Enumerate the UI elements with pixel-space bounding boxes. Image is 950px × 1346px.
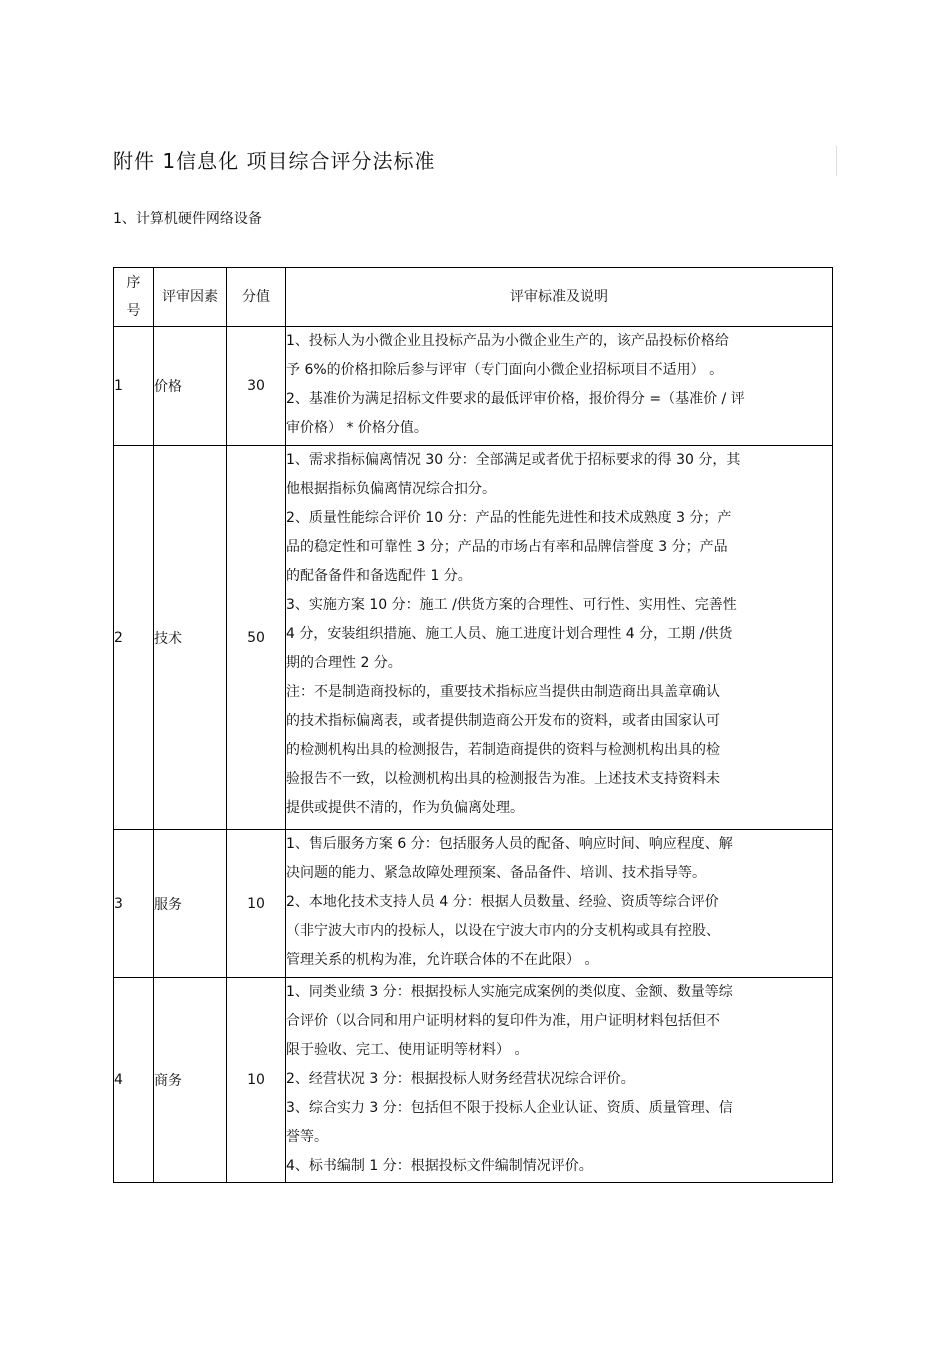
row-criteria: [286, 327, 833, 446]
criteria-line: 决问题的能力、紧急故障处理预案、备品备件、培训、技术指导等。: [286, 865, 706, 881]
criteria-line: 期的合理性 2 分。: [286, 655, 402, 671]
criteria-line: 审价格） * 价格分值。: [286, 420, 428, 436]
criteria-line: 2、本地化技术支持人员 4 分：根据人员数量、经验、资质等综合评价: [286, 894, 719, 910]
row-seq: 2: [114, 446, 154, 830]
criteria-line: 4、标书编制 1 分：根据投标文件编制情况评价。: [286, 1158, 593, 1174]
row-criteria: [286, 446, 833, 830]
criteria-line: 提供或提供不清的，作为负偏离处理。: [286, 800, 524, 816]
criteria-line: 1、售后服务方案 6 分：包括服务人员的配备、响应时间、响应程度、解: [286, 836, 733, 852]
criteria-line: 的技术指标偏离表，或者提供制造商公开发布的资料，或者由国家认可: [286, 713, 720, 729]
scoring-table: [113, 267, 833, 1183]
margin-line: [836, 146, 837, 176]
row-score: 10: [227, 830, 286, 978]
criteria-line: 注：不是制造商投标的，重要技术指标应当提供由制造商出具盖章确认: [286, 684, 720, 700]
criteria-line: 1、投标人为小微企业且投标产品为小微企业生产的，该产品投标价格给: [286, 333, 729, 349]
criteria-line: 2、基准价为满足招标文件要求的最低评审价格，报价得分 =（基准价 / 评: [286, 391, 745, 407]
row-criteria: [286, 830, 833, 978]
criteria-line: 合评价（以合同和用户证明材料的复印件为准，用户证明材料包括但不: [286, 1013, 720, 1029]
header-seq: 序号: [114, 268, 154, 327]
criteria-line: 3、综合实力 3 分：包括但不限于投标人企业认证、资质、质量管理、信: [286, 1100, 733, 1116]
criteria-line: 3、实施方案 10 分：施工 /供货方案的合理性、可行性、实用性、完善性: [286, 597, 737, 613]
section-heading: 1、计算机硬件网络设备: [113, 211, 262, 227]
criteria-line: 1、需求指标偏离情况 30 分：全部满足或者优于招标要求的得 30 分，其: [286, 452, 741, 468]
row-factor: 商务: [154, 978, 227, 1183]
criteria-line: 验报告不一致，以检测机构出具的检测报告为准。上述技术支持资料未: [286, 771, 720, 787]
criteria-line: 他根据指标负偏离情况综合扣分。: [286, 481, 496, 497]
criteria-line: 的配备备件和备选配件 1 分。: [286, 568, 472, 584]
row-seq: 3: [114, 830, 154, 978]
table-row: [114, 446, 833, 830]
table-row: [114, 327, 833, 446]
header-score: 分值: [227, 268, 286, 327]
criteria-line: 1、同类业绩 3 分：根据投标人实施完成案例的类似度、金额、数量等综: [286, 984, 733, 1000]
criteria-line: 2、质量性能综合评价 10 分：产品的性能先进性和技术成熟度 3 分；产: [286, 510, 732, 526]
table-header-row: [114, 268, 833, 327]
criteria-line: 品的稳定性和可靠性 3 分；产品的市场占有率和品牌信誉度 3 分；产品: [286, 539, 728, 555]
header-criteria: 评审标准及说明: [286, 268, 833, 327]
row-score: 10: [227, 978, 286, 1183]
row-score: 50: [227, 446, 286, 830]
criteria-line: 的检测机构出具的检测报告，若制造商提供的资料与检测机构出具的检: [286, 742, 720, 758]
criteria-line: 2、经营状况 3 分：根据投标人财务经营状况综合评价。: [286, 1071, 635, 1087]
page-title: 附件 1信息化 项目综合评分法标准: [113, 149, 436, 173]
row-score: 30: [227, 327, 286, 446]
criteria-line: 予 6%的价格扣除后参与评审（专门面向小微企业招标项目不适用） 。: [286, 362, 724, 378]
row-factor: 价格: [154, 327, 227, 446]
table-row: [114, 978, 833, 1183]
row-factor: 技术: [154, 446, 227, 830]
criteria-line: （非宁波大市内的投标人，以设在宁波大市内的分支机构或具有控股、: [286, 923, 720, 939]
table-row: [114, 830, 833, 978]
header-factor: 评审因素: [154, 268, 227, 327]
criteria-line: 管理关系的机构为准，允许联合体的不在此限） 。: [286, 952, 599, 968]
row-criteria: [286, 978, 833, 1183]
criteria-line: 誉等。: [286, 1129, 328, 1145]
row-seq: 1: [114, 327, 154, 446]
criteria-line: 限于验收、完工、使用证明等材料） 。: [286, 1042, 529, 1058]
row-factor: 服务: [154, 830, 227, 978]
row-seq: 4: [114, 978, 154, 1183]
criteria-line: 4 分，安装组织措施、施工人员、施工进度计划合理性 4 分，工期 /供货: [286, 626, 733, 642]
